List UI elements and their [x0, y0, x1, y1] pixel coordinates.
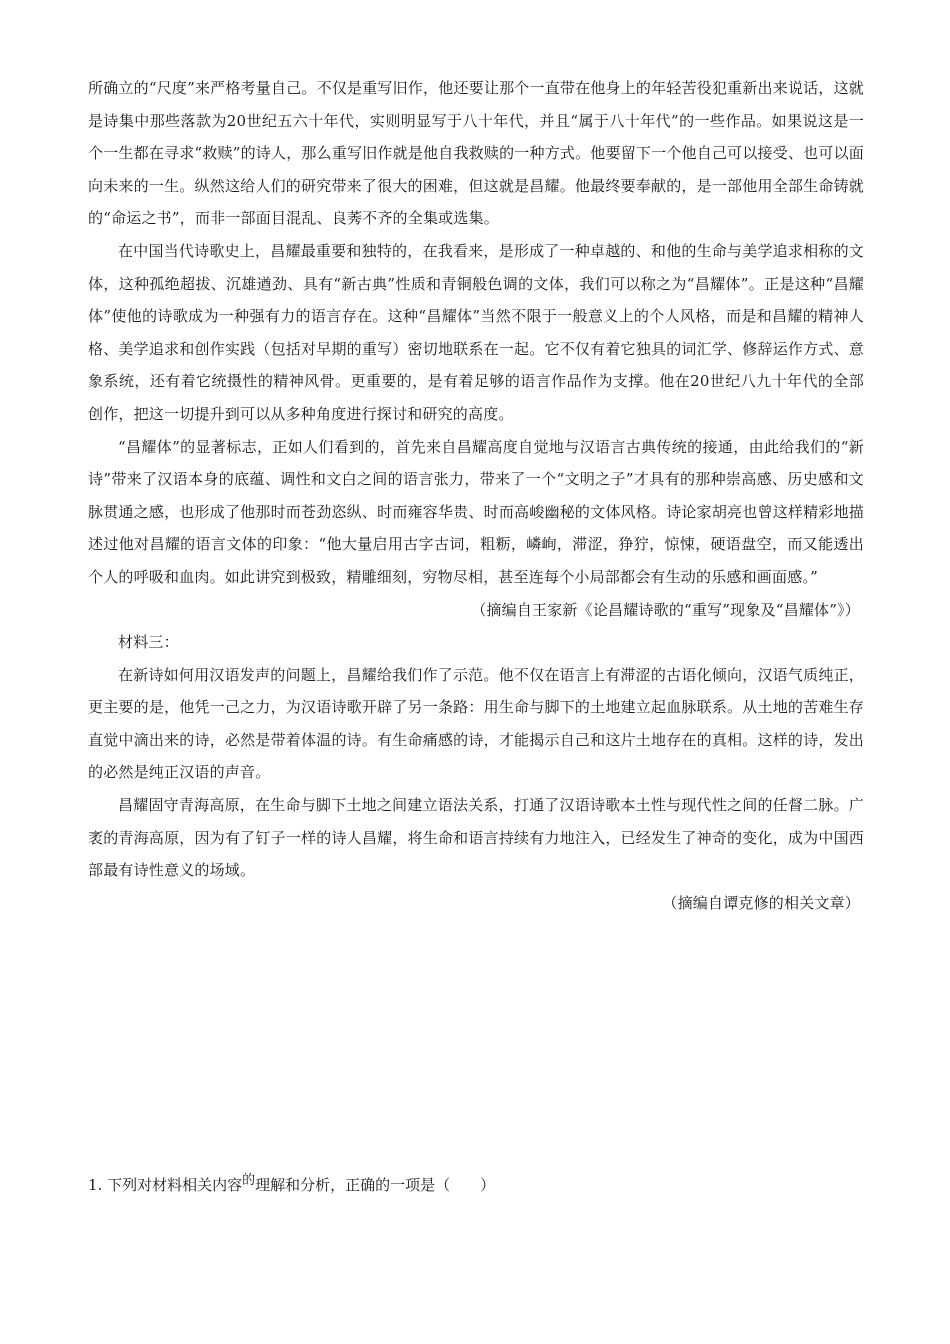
document-body: [88, 72, 864, 919]
paragraph-5: 昌耀固守青海高原，在生命与脚下土地之间建立语法关系，打通了汉语诗歌本土性与现代性之间的任督二脉。广袤的青海高原，因为有了钉子一样的诗人昌耀，将生命和语言持续有力地注入，已经发生了神奇的变化，成为中国西部最有诗性意义的场域。: [88, 796, 864, 880]
question-1-prefix: 1. 下列对材料相关内容: [88, 1176, 243, 1194]
source-citation-2: （摘编自谭克修的相关文章）: [662, 893, 860, 912]
question-1-suffix: 理解和分析，正确的一项是（ ）: [255, 1176, 496, 1194]
paragraph-2: 在中国当代诗歌史上，昌耀最重要和独特的，在我看来，是形成了一种卓越的、和他的生命与美学追求相称的文体，这种孤绝超拔、沉雄遒劲、具有“新古典”性质和青铜般色调的文体，我们可以称之为“昌耀体”。正是这种“昌耀体”使他的诗歌成为一种强有力的语言存在。这种“昌耀体”当然不限于一般意义上的个人风格，而是和昌耀的精神人格、美学追求和创作实践（包括对早期的重写）密切地联系在一起。它不仅有着它独具的词汇学、修辞运作方式、意象系统，还有着它统摄性的精神风骨。更重要的，是有着足够的语言作品作为支撑。他在20世纪八九十年代的全部创作，把这一切提升到可以从多种角度进行探讨和研究的高度。: [88, 241, 864, 423]
paragraph-3: “昌耀体”的显著标志，正如人们看到的，首先来自昌耀高度自觉地与汉语言古典传统的接通，由此给我们的“新诗”带来了汉语本身的底蕴、调性和文白之间的语言张力，带来了一个“文明之子”才具有的那种崇高感、历史感和文脉贯通之感，也形成了他那时而苍劲恣纵、时而雍容华贵、时而高峻幽秘的文体风格。诗论家胡亮也曾这样精彩地描述过他对昌耀的语言文体的印象：“他大量启用古字古词，粗粝，嶙峋，滞涩，狰狞，惊悚，硬语盘空，而又能透出个人的呼吸和血肉。如此讲究到极致，精雕细刻，穷物尽相，甚至连每个小局部都会有生动的乐感和画面感。”: [88, 437, 864, 586]
question-1-sup: 的: [242, 1173, 256, 1188]
paragraph-4: 在新诗如何用汉语发声的问题上，昌耀给我们作了示范。他不仅在语言上有滞涩的古语化倾向，汉语气质纯正，更主要的是，他凭一己之力，为汉语诗歌开辟了另一条路：用生命与脚下的土地建立起血脉联系。从土地的苦难生存直觉中滴出来的诗，必然是带着体温的诗。有生命痛感的诗，才能揭示自己和这片土地存在的真相。这样的诗，发出的必然是纯正汉语的声音。: [88, 665, 864, 782]
question-1: [88, 1167, 495, 1199]
source-citation-1: （摘编自王家新《论昌耀诗歌的“重写”现象及“昌耀体”》）: [471, 600, 860, 619]
paragraph-1: 所确立的“尺度”来严格考量自己。不仅是重写旧作，他还要让那个一直带在他身上的年轻苦役犯重新出来说话，这就是诗集中那些落款为20世纪五六十年代，实则明显写于八十年代，并且“属于八十年代”的一些作品。如果说这是一个一生都在寻求“救赎”的诗人，那么重写旧作就是他自我救赎的一种方式。他要留下一个他自己可以接受、也可以面向未来的一生。纵然这给人们的研究带来了很大的困难，但这就是昌耀。他最终要奉献的，是一部他用全部生命铸就的“命运之书”，而非一部面目混乱、良莠不齐的全集或选集。: [88, 79, 864, 228]
material-3-heading: 材料三：: [118, 633, 179, 652]
